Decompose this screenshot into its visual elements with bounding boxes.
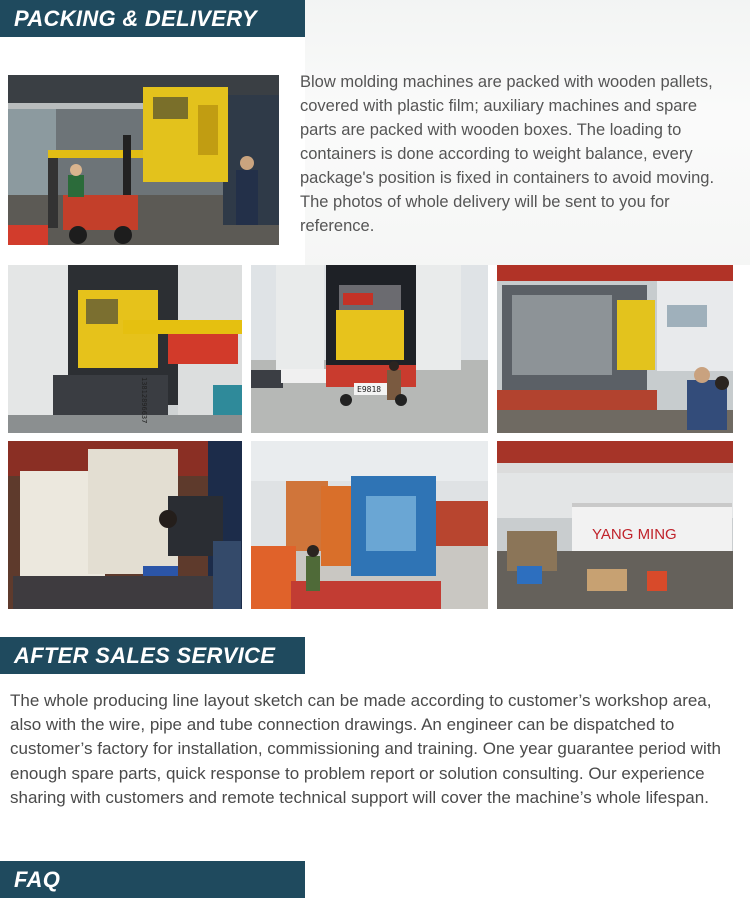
- after-sales-title: AFTER SALES SERVICE: [14, 643, 276, 668]
- yang-ming-container-photo: [497, 441, 733, 609]
- hero-forklift-photo: [8, 75, 279, 245]
- faq-title: FAQ: [14, 867, 61, 892]
- after-sales-header: [0, 637, 305, 674]
- packing-delivery-title: PACKING & DELIVERY: [14, 6, 257, 31]
- packing-delivery-header: [0, 0, 305, 37]
- machine-wrapped-photo: [497, 265, 733, 433]
- yang-ming-text: YANG MING: [592, 526, 677, 543]
- workshop-machines-photo: [251, 441, 488, 609]
- container-truck-photo: [251, 265, 488, 433]
- packing-description: Blow molding machines are packed with wooden pallets, covered with plastic film; auxiliary machines and spare parts are packed with wooden boxes. The loading to containers is done according to weight balance, every package's position is fixed in containers to avoid moving. The photos of whole delivery will be sent to you for reference.: [300, 73, 715, 235]
- after-sales-description: The whole producing line layout sketch can be made according to customer’s workshop area, also with the wire, pipe and tube connection drawings. An engineer can be dispatched to customer’s factory for installation, commissioning and training. One year guarantee period with enough spare parts, quick response to problem report or solution consulting. Our experience sharing with customers and remote technical support will cover the machine’s whole lifespan.: [10, 691, 721, 807]
- phone-number-text: 13812896637: [140, 377, 148, 424]
- faq-header: [0, 861, 305, 898]
- container-loading-photo-1: [8, 265, 242, 433]
- wooden-box-photo: [8, 441, 242, 609]
- plate-text: E9818: [357, 385, 382, 394]
